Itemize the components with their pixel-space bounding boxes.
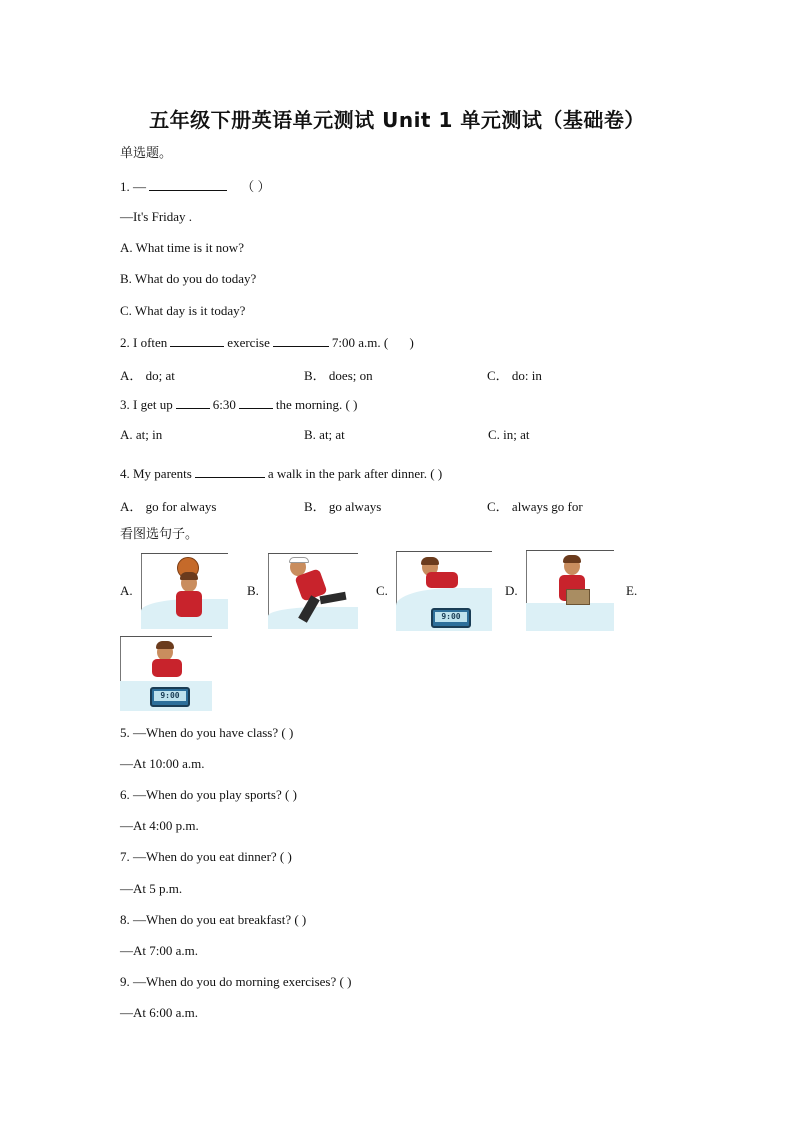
question-3-text-3: the morning. ( ) <box>275 397 358 412</box>
question-1-option-c: C. What day is it today? <box>120 303 246 318</box>
alarm-clock-icon <box>431 608 471 628</box>
picture-c-boy-and-clock <box>396 551 492 631</box>
question-6-answer: —At 4:00 p.m. <box>120 818 199 833</box>
answer-blank[interactable] <box>149 178 227 191</box>
picture-label-b: B. <box>247 583 259 598</box>
picture-d-boy-reading <box>526 550 614 631</box>
question-2-text-2: exercise <box>227 335 270 350</box>
answer-blank[interactable] <box>239 396 273 409</box>
question-7-answer: —At 5 p.m. <box>120 881 183 896</box>
question-4-text-1: 4. My parents <box>120 466 192 481</box>
question-8-answer: —At 7:00 a.m. <box>120 943 198 958</box>
boy-hair <box>421 557 439 565</box>
clock-display: 9:00 <box>154 691 186 701</box>
boy-hair <box>156 641 174 649</box>
question-5: 5. —When do you have class? ( ) <box>120 725 294 740</box>
question-3 <box>120 396 357 413</box>
question-3-text-2: 6:30 <box>212 397 236 412</box>
picture-b-boy-running <box>268 553 358 629</box>
question-9-answer: —At 6:00 a.m. <box>120 1005 198 1020</box>
picture-a-boy-playing-basketball <box>141 553 228 629</box>
question-1-prefix: 1. — <box>120 179 146 194</box>
picture-label-e: E. <box>626 583 638 598</box>
answer-blank[interactable] <box>176 396 210 409</box>
question-3-option-c: C. in; at <box>488 427 530 442</box>
answer-blank[interactable] <box>170 334 224 347</box>
question-2-option-c: C． do: in <box>487 368 542 383</box>
picture-label-a: A. <box>120 583 133 598</box>
headband <box>289 557 309 563</box>
answer-blank[interactable] <box>273 334 329 347</box>
question-5-answer: —At 10:00 a.m. <box>120 756 205 771</box>
book-icon <box>566 589 590 605</box>
section-heading-picture-match: 看图选句子。 <box>120 527 199 542</box>
question-2 <box>120 334 414 351</box>
answer-paren-close: ) <box>409 335 414 350</box>
page-title: 五年级下册英语单元测试 Unit 1 单元测试（基础卷） <box>149 108 645 132</box>
question-2-option-b: B． does; on <box>304 368 373 383</box>
question-1-option-b: B. What do you do today? <box>120 271 257 286</box>
picture-ground <box>526 603 614 631</box>
question-2-option-a: A． do; at <box>120 368 175 383</box>
question-4 <box>120 465 442 482</box>
question-3-option-a: A. at; in <box>120 427 163 442</box>
question-1-option-a: A. What time is it now? <box>120 240 244 255</box>
answer-paren: （ ） <box>241 179 271 194</box>
boy-shirt <box>176 591 202 617</box>
boy-shirt <box>426 572 458 588</box>
question-1-reply: —It's Friday . <box>120 209 193 224</box>
question-3-text-1: 3. I get up <box>120 397 173 412</box>
question-4-option-a: A． go for always <box>120 499 217 514</box>
alarm-clock-icon <box>150 687 190 707</box>
boy-shirt <box>152 659 182 677</box>
question-2-text-3: 7:00 a.m. ( <box>331 335 389 350</box>
picture-label-c: C. <box>376 583 388 598</box>
clock-display: 9:00 <box>435 612 467 622</box>
question-4-option-c: C． always go for <box>487 499 583 514</box>
question-4-text-2: a walk in the park after dinner. ( ) <box>267 466 443 481</box>
question-1 <box>120 178 271 195</box>
boy-hair <box>563 555 581 563</box>
picture-e-boy-eating-with-clock <box>120 636 212 711</box>
question-3-option-b: B. at; at <box>304 427 345 442</box>
section-heading-single-choice: 单选题。 <box>120 146 173 161</box>
answer-blank[interactable] <box>195 465 265 478</box>
picture-label-d: D. <box>505 583 518 598</box>
question-2-text-1: 2. I often <box>120 335 168 350</box>
question-9: 9. —When do you do morning exercises? ( ) <box>120 974 352 989</box>
question-4-option-b: B． go always <box>304 499 382 514</box>
question-6: 6. —When do you play sports? ( ) <box>120 787 297 802</box>
question-7: 7. —When do you eat dinner? ( ) <box>120 849 292 864</box>
question-8: 8. —When do you eat breakfast? ( ) <box>120 912 307 927</box>
boy-hair <box>180 572 198 580</box>
